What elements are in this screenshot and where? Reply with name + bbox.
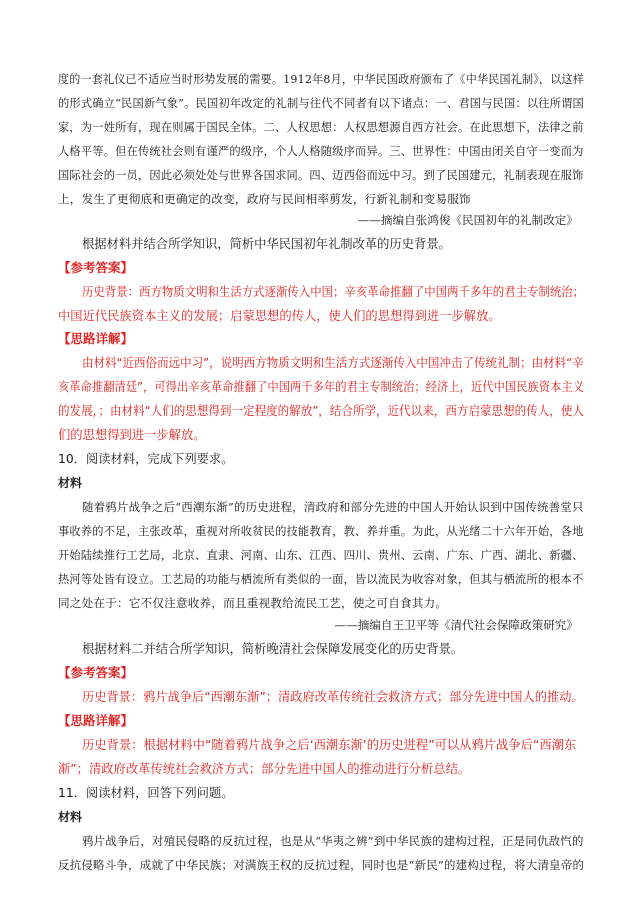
q10-material-line: 随着鸦片战争之后“西潮东渐”的历史进程，清政府和部分先进的中国人开始认识到中国传统善堂只 (82, 500, 584, 514)
q10-analysis-tag: 【思路详解】 (58, 713, 134, 728)
q10-material-label: 材料 (58, 476, 83, 490)
q9-analysis-line: 的发展，；由材料“人们的思想得到一定程度的解放”，结合所学，近代以来，西方启蒙思想的传人，使人 (58, 404, 584, 418)
q9-answer-tag: 【参考答案】 (58, 260, 134, 275)
q9-material-line: 人格平等。但在传统社会则有谨严的级序，个人人格随级序而异。三、世界性：中国由闭关自守一变而为 (58, 144, 584, 158)
q10-analysis-line: 渐”；清政府改革传统社会救济方式；部分先进中国人的推动进行分析总结。 (58, 762, 471, 776)
q9-source-citation: ——摘编自张鸿俊《民国初年的礼制改定》 (357, 213, 578, 227)
q10-answer-tag: 【参考答案】 (58, 665, 134, 680)
q11-material-label: 材料 (58, 810, 83, 824)
q9-material-line: 上，发生了更彻底和更确定的改变，政府与民间相率剪发，行新礼制和变易服饰 (58, 192, 471, 206)
q9-answer-line: 历史背景：西方物质文明和生活方式逐渐传入中国；辛亥革命推翻了中国两千多年的君主专制统治； (82, 285, 585, 299)
q10-question: 根据材料二并结合所学知识，简析晚清社会保障发展变化的历史背景。 (82, 642, 464, 656)
q9-analysis-line: 由材料“近西俗而远中习”，说明西方物质文明和生活方式逐渐传入中国冲击了传统礼制；由材料“辛 (82, 356, 584, 370)
q9-analysis-line: 亥革命推翻清廷”，可得出辛亥革命推翻了中国两千多年的君主专制统治；经济上，近代中国民族资本主义 (58, 380, 585, 394)
q10-material-line: 热河等处皆有设立。工艺局的功能与栖流所有类似的一面，皆以流民为收容对象，但其与栖流所的根本不 (58, 572, 584, 586)
q10-analysis-line: 历史背景：根据材料中“随着鸦片战争之后‘西潮东渐’的历史进程”可以从鸦片战争后“西潮东 (82, 738, 577, 752)
q11-header: 11．阅读材料，回答下列问题。 (58, 786, 234, 800)
q9-material-line: 家，为一姓所有，现在则属于国民全体。二、人权思想：人权思想源自西方社会。在此思想下，法律之前 (58, 120, 584, 134)
q10-answer-line: 历史背景：鸦片战争后“西潮东渐”；清政府改革传统社会救济方式；部分先进中国人的推动。 (82, 690, 584, 704)
q9-material-line: 国际社会的一员，因此必须处处与世界各国求同。四、迈西俗而远中习。到了民国建元，礼制表现在服饰 (58, 168, 584, 182)
q10-material-line: 事收养的不足，主张改革，重视对所收贫民的技能教育，教、养并重。为此，从光绪二十六年开始，各地 (58, 524, 584, 538)
q9-material-line: 的形式确立“民国新气象”。民国初年改定的礼制与往代不同者有以下诸点：一、君国与民国：以往所谓国 (58, 96, 584, 110)
q9-answer-line: 中国近代民族资本主义的发展；启蒙思想的传人，使人们的思想得到进一步解放。 (58, 309, 501, 323)
q10-material-line: 同之处在于：它不仅注意收养，而且重视教给流民工艺，使之可自食其力。 (58, 596, 448, 610)
q11-material-line: 反抗侵略斗争，成就了中华民族；对满族王权的反抗过程，同时也是“新民”的建构过程，将大清皇帝的 (58, 858, 585, 872)
q11-material-line: 鸦片战争后，对殖民侵略的反抗过程，也是从“华夷之辨”到中华民族的建构过程，正是同仇敌忾的 (82, 834, 584, 848)
q9-material-line: 度的一套礼仪已不适应当时形势发展的需要。1912年8月，中华民国政府颁布了《中华民国礼制》，以这样 (58, 72, 584, 86)
q10-header: 10．阅读材料，完成下列要求。 (58, 452, 234, 466)
q9-question: 根据材料并结合所学知识，简析中华民国初年礼制改革的历史背景。 (82, 237, 451, 251)
q10-material-line: 开始陆续推行工艺局，北京、直隶、河南、山东、江西、四川、贵州、云南、广东、广西、湖北、新疆、 (58, 548, 584, 562)
q9-analysis-tag: 【思路详解】 (58, 331, 134, 346)
q9-analysis-line: 们的思想得到进一步解放。 (58, 428, 206, 442)
q10-source-citation: ——摘编自王卫平等《清代社会保障政策研究》 (334, 618, 578, 632)
